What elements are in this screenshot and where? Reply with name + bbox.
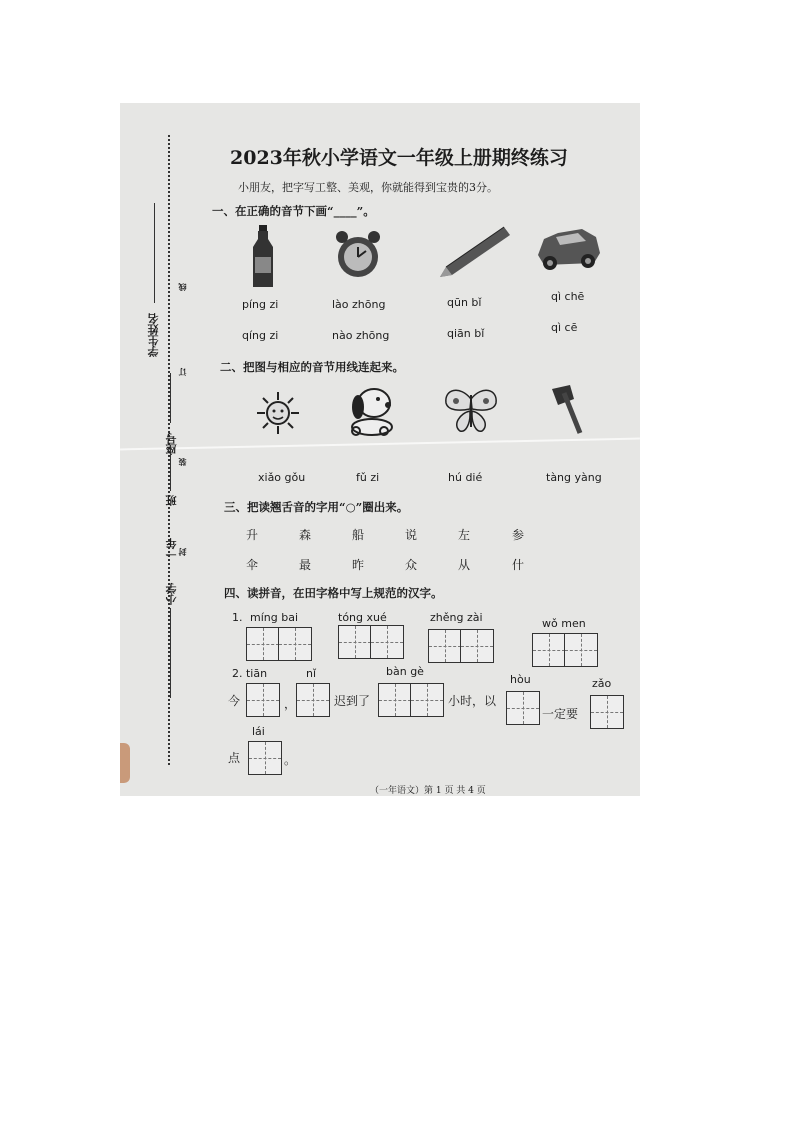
s2-pinyin-2: fǔ zi	[356, 471, 380, 484]
s4-q2-period: 。	[284, 753, 297, 767]
paper-fold	[120, 438, 640, 451]
writing-grid[interactable]	[564, 633, 598, 667]
binding-xian: 线	[177, 283, 187, 291]
s4-q1-pinyin-1: míng bai	[250, 611, 299, 624]
writing-grid[interactable]	[246, 683, 280, 717]
s3-char[interactable]: 什	[512, 558, 525, 572]
s3-char[interactable]: 伞	[246, 558, 259, 572]
s1-option-1b: qíng zi	[242, 329, 279, 342]
intro-text: 小朋友，把字写工整、美观，你就能得到宝贵的3分。	[238, 181, 498, 194]
alarm-clock-icon	[332, 229, 384, 281]
s4-q2-comma: ，	[284, 697, 297, 711]
s4-q2-dian: 点	[228, 751, 241, 765]
s4-q2-yiding: 一定要	[542, 707, 579, 721]
s2-pinyin-4: tàng yàng	[546, 471, 602, 484]
s4-q2-pinyin-zao: zǎo	[592, 677, 612, 690]
s4-q2-chidao: 迟到了	[334, 694, 371, 708]
s3-char[interactable]: 说	[405, 528, 418, 542]
s2-pinyin-3: hú dié	[448, 471, 483, 484]
binding-zhuang: 装	[177, 458, 187, 466]
section1-heading: 一、在正确的音节下画“____”。	[212, 204, 375, 218]
axe-icon	[548, 383, 588, 437]
writing-grid[interactable]	[246, 627, 280, 661]
s1-option-1a: píng zi	[242, 298, 279, 311]
dog-icon	[344, 385, 398, 437]
s4-q1-pinyin-2: tóng xué	[338, 611, 387, 624]
seat-blank	[170, 373, 171, 423]
school-label: 小学	[165, 583, 178, 605]
s4-q1-pinyin-4: wǒ men	[542, 617, 586, 630]
writing-grid[interactable]	[296, 683, 330, 717]
writing-grid[interactable]	[506, 691, 540, 725]
s4-q2-pinyin-lai: lái	[252, 725, 265, 738]
s2-pinyin-1: xiǎo gǒu	[258, 471, 306, 484]
s3-char[interactable]: 左	[458, 528, 471, 542]
s4-q2-pinyin-bange: bàn gè	[386, 665, 424, 678]
student-name-blank	[154, 203, 155, 303]
writing-grid[interactable]	[532, 633, 566, 667]
class-label: 班	[165, 495, 178, 506]
s3-char[interactable]: 最	[299, 558, 312, 572]
section3-heading: 三、把读翘舌音的字用“○”圈出来。	[224, 500, 409, 514]
writing-grid[interactable]	[248, 741, 282, 775]
writing-grid[interactable]	[338, 625, 372, 659]
bottle-icon	[248, 223, 278, 291]
s4-q2-pinyin-ni: nǐ	[306, 667, 317, 680]
s4-q2-xiaoshi: 小时，以	[448, 694, 497, 708]
s1-option-4b: qì cē	[551, 321, 578, 334]
page-footer: （一年语文）第 1 页 共 4 页	[370, 786, 486, 796]
finger-edge	[120, 743, 130, 783]
s4-q2-jin: 今	[228, 694, 241, 708]
writing-grid[interactable]	[410, 683, 444, 717]
s3-char[interactable]: 众	[405, 558, 418, 572]
writing-grid[interactable]	[428, 629, 462, 663]
worksheet-photo	[120, 103, 640, 796]
s3-char[interactable]: 森	[299, 528, 312, 542]
student-name-label: 学生姓名	[147, 313, 160, 357]
page-title: 2023年秋小学语文一年级上册期终练习	[230, 147, 568, 169]
section4-heading: 四、读拼音，在田字格中写上规范的汉字。	[224, 586, 443, 600]
seat-label: 座号	[165, 433, 178, 455]
s3-char[interactable]: 船	[352, 528, 365, 542]
writing-grid[interactable]	[378, 683, 412, 717]
s1-option-4a: qì chē	[551, 290, 585, 303]
butterfly-icon	[442, 385, 500, 435]
s3-char[interactable]: 从	[458, 558, 471, 572]
writing-grid[interactable]	[278, 627, 312, 661]
writing-grid[interactable]	[590, 695, 624, 729]
pencil-icon	[432, 223, 512, 283]
s3-char[interactable]: 昨	[352, 558, 365, 572]
s3-char[interactable]: 参	[512, 528, 525, 542]
grade-label: 一年	[165, 538, 178, 560]
writing-grid[interactable]	[370, 625, 404, 659]
sun-icon	[256, 391, 300, 435]
writing-grid[interactable]	[460, 629, 494, 663]
s1-option-2b: nào zhōng	[332, 329, 390, 342]
s1-option-2a: lào zhōng	[332, 298, 386, 311]
s4-q1-number: 1.	[232, 611, 243, 624]
class-blank	[170, 453, 171, 491]
s1-option-3b: qiān bǐ	[447, 327, 485, 340]
s4-q1-pinyin-3: zhěng zài	[430, 611, 483, 624]
s1-option-3a: qūn bǐ	[447, 296, 482, 309]
school-blank	[170, 608, 171, 698]
s3-char[interactable]: 升	[246, 528, 259, 542]
binding-feng: 封	[177, 548, 187, 556]
binding-ding: 订	[177, 368, 187, 376]
s4-q2-pinyin-tian: 2. tiān	[232, 667, 268, 680]
section2-heading: 二、把图与相应的音节用线连起来。	[220, 360, 404, 374]
s4-q2-pinyin-hou: hòu	[510, 673, 531, 686]
car-icon	[534, 219, 604, 275]
